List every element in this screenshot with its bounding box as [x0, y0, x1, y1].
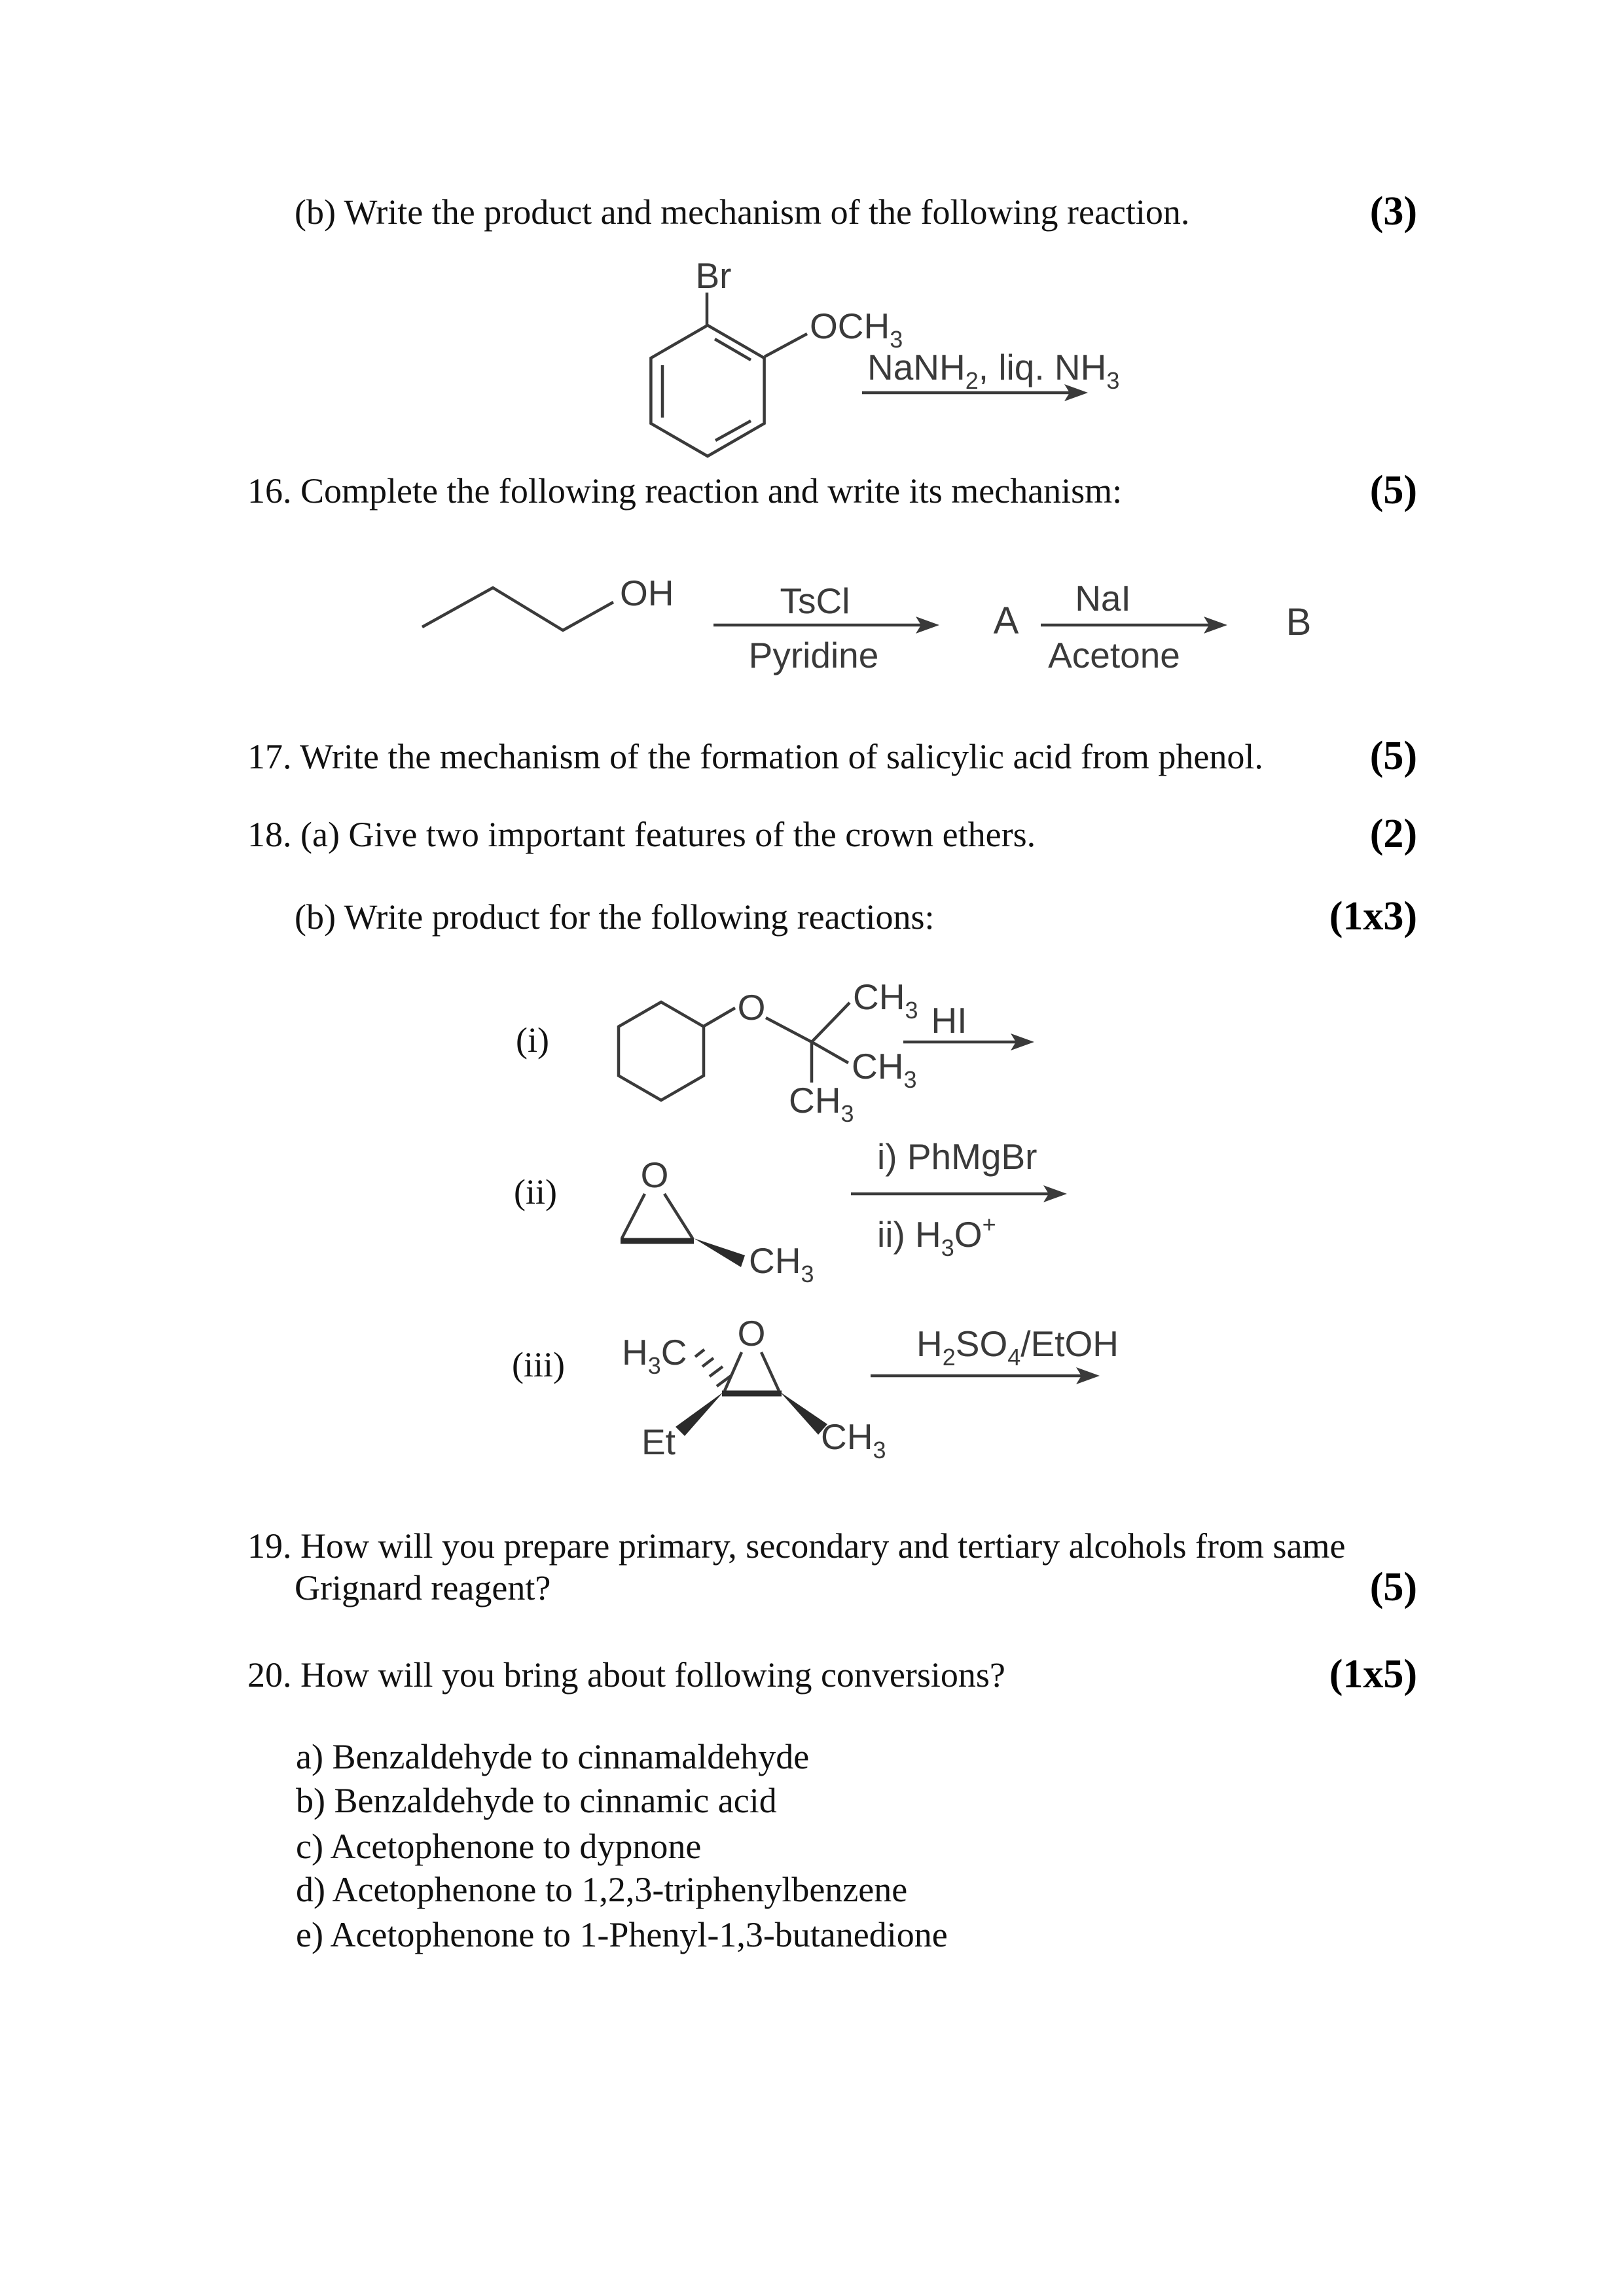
hash-bond — [695, 1350, 732, 1386]
bond — [622, 1194, 645, 1238]
question-15b-text: (b) Write the product and mechanism of the following reaction. — [295, 192, 1190, 232]
double-bond — [715, 421, 751, 440]
question-18a-marks: (2) — [1369, 812, 1417, 856]
cyclohexane-ring — [619, 1002, 704, 1100]
epoxide-oxygen-label: O — [737, 1313, 766, 1354]
reagent-label-pyridine: Pyridine — [748, 635, 879, 675]
reaction-i-scheme — [602, 969, 1074, 1132]
bond — [812, 1003, 850, 1042]
question-16-text: 16. Complete the following reaction and write its mechanism: — [247, 471, 1123, 511]
bond — [704, 1008, 735, 1026]
methyl-label: CH3 — [749, 1240, 814, 1287]
conversion-item-d: d) Acetophenone to 1,2,3-triphenylbenzene — [296, 1870, 908, 1909]
propanol-chain — [422, 588, 613, 630]
reaction-i-number: (i) — [516, 1020, 549, 1060]
product-b-label: B — [1286, 601, 1312, 643]
question-16-marks: (5) — [1369, 468, 1417, 512]
h3c-label: H3C — [622, 1332, 687, 1379]
methyl-label: CH3 — [852, 1046, 917, 1093]
conversion-item-e: e) Acetophenone to 1-Phenyl-1,3-butanedione — [296, 1915, 948, 1954]
question-18a-text: 18. (a) Give two important features of the crown ethers. — [247, 815, 1036, 854]
question-19-marks: (5) — [1369, 1565, 1417, 1609]
question-18b-text: (b) Write product for the following reactions: — [295, 897, 935, 937]
question-15b-marks: (3) — [1369, 189, 1417, 234]
reagent-label-h3o: ii) H3O+ — [877, 1211, 996, 1261]
bond — [812, 1042, 848, 1063]
conversion-item-c: c) Acetophenone to dypnone — [296, 1827, 702, 1866]
ethyl-label: Et — [641, 1422, 676, 1462]
conversion-item-b: b) Benzaldehyde to cinnamic acid — [296, 1781, 777, 1820]
bond — [761, 1352, 779, 1391]
reagent-label-nanh2: NaNH2, liq. NH3 — [867, 347, 1120, 394]
methyl-label: CH3 — [821, 1416, 886, 1463]
och3-label: OCH3 — [810, 306, 903, 353]
bond — [765, 334, 807, 357]
reagent-label-h2so4: H2SO4/EtOH — [916, 1323, 1119, 1371]
reaction-iii-number: (iii) — [512, 1345, 565, 1384]
question-19-text-line1: 19. How will you prepare primary, secondary and tertiary alcohols from same — [247, 1526, 1346, 1566]
question-17-text: 17. Write the mechanism of the formation of salicylic acid from phenol. — [247, 737, 1263, 776]
bromoanisole-reaction-scheme — [609, 249, 1132, 491]
reagent-label-nai: NaI — [1075, 578, 1131, 619]
oh-label: OH — [620, 573, 674, 613]
question-17-marks: (5) — [1369, 734, 1417, 778]
conversion-item-a: a) Benzaldehyde to cinnamaldehyde — [296, 1737, 810, 1776]
double-bond — [715, 339, 751, 360]
wedge-bond — [694, 1238, 745, 1267]
intermediate-a-label: A — [993, 600, 1019, 642]
question-20-text: 20. How will you bring about following conversions? — [247, 1655, 1005, 1695]
methyl-label: CH3 — [853, 977, 918, 1024]
bond — [664, 1194, 693, 1238]
bond — [725, 1352, 742, 1391]
reagent-label-acetone: Acetone — [1048, 635, 1180, 675]
reaction-ii-number: (ii) — [514, 1172, 557, 1211]
tosylation-reaction-scheme — [406, 560, 1368, 684]
reaction-iii-scheme — [602, 1309, 1139, 1486]
methyl-label: CH3 — [789, 1080, 854, 1127]
question-19-text-line2: Grignard reagent? — [295, 1568, 551, 1607]
ether-oxygen-label: O — [737, 987, 766, 1028]
question-18b-marks: (1x3) — [1329, 894, 1417, 939]
reagent-label-phmgbr: i) PhMgBr — [877, 1136, 1038, 1177]
reagent-label-hi: HI — [931, 1000, 967, 1041]
epoxide-oxygen-label: O — [640, 1155, 669, 1195]
bond — [766, 1018, 812, 1042]
wedge-bond — [676, 1392, 723, 1436]
reaction-ii-scheme — [602, 1136, 1113, 1296]
br-label: Br — [695, 255, 732, 296]
question-20-marks: (1x5) — [1329, 1652, 1417, 1696]
reagent-label-tscl: TsCl — [780, 581, 850, 621]
benzene-ring — [651, 325, 764, 456]
